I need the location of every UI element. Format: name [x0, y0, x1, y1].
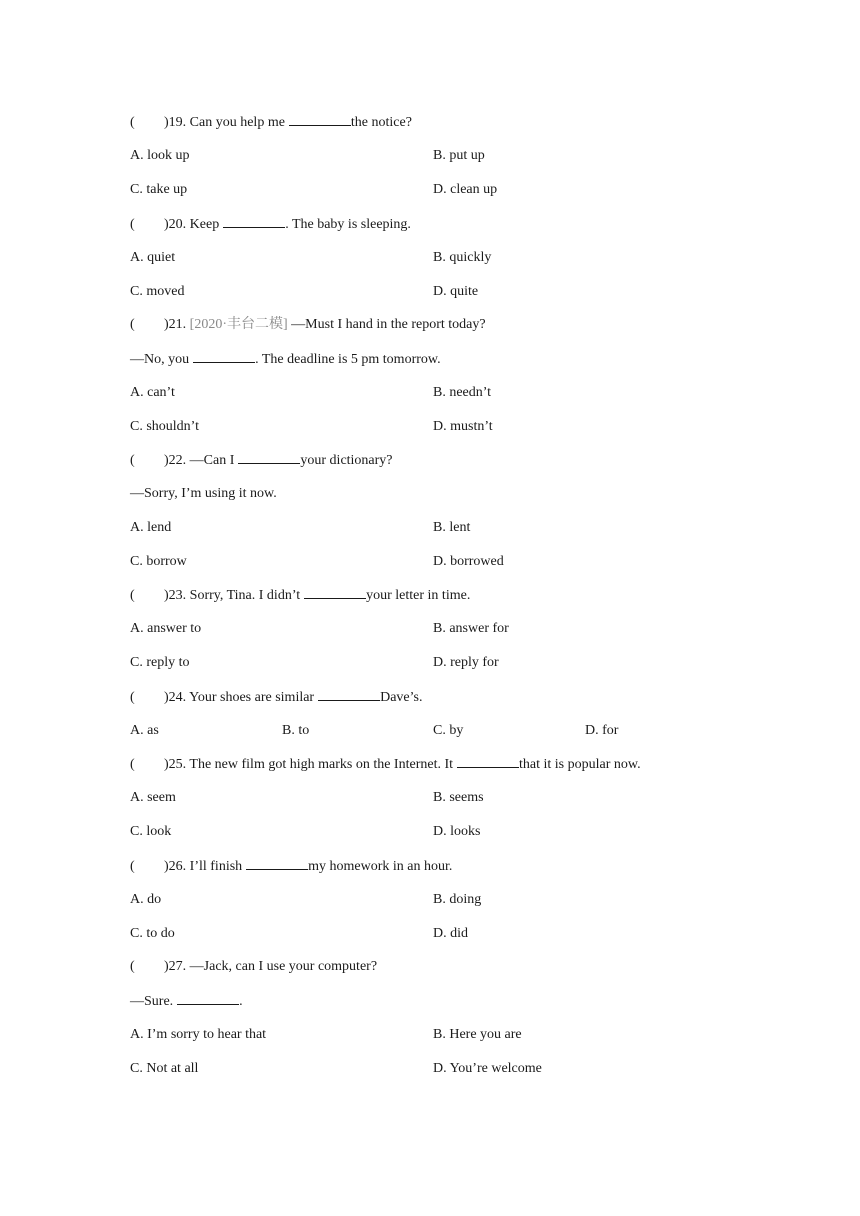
answer-paren: ( — [130, 757, 135, 772]
option-c: C. moved — [130, 284, 185, 299]
question-stem: —Must I hand in the report today? — [291, 317, 486, 332]
option-b: B. put up — [433, 148, 485, 163]
answer-paren: ( — [130, 690, 135, 705]
reply-text: —No, you — [130, 352, 190, 367]
question-19 — [130, 112, 412, 132]
option-a: A. look up — [130, 148, 190, 163]
answer-blank — [318, 687, 380, 701]
option-a: A. answer to — [130, 621, 202, 636]
option-d: D. mustn’t — [433, 419, 493, 434]
question-21-reply — [130, 349, 441, 369]
reply-text-after: . — [239, 994, 243, 1009]
answer-blank — [223, 214, 285, 228]
option-b: B. doing — [433, 892, 482, 907]
option-b: B. answer for — [433, 621, 509, 636]
question-text-after: . The baby is sleeping. — [285, 217, 411, 232]
source-tag: [2020·丰台二模] — [189, 317, 288, 332]
option-b: B. seems — [433, 790, 484, 805]
question-text-after: your letter in time. — [366, 588, 471, 603]
option-a: A. can’t — [130, 385, 175, 400]
question-20 — [130, 214, 411, 234]
option-a: A. lend — [130, 520, 172, 535]
answer-blank — [193, 349, 255, 363]
option-d: D. quite — [433, 284, 479, 299]
question-text: )24. Your shoes are similar — [164, 690, 315, 705]
question-text-after: your dictionary? — [300, 453, 393, 468]
answer-blank — [246, 856, 308, 870]
option-b: B. quickly — [433, 250, 492, 265]
answer-blank — [304, 585, 366, 599]
question-text: )19. Can you help me — [164, 115, 285, 130]
question-22 — [130, 450, 393, 470]
question-25 — [130, 754, 641, 774]
question-text: )20. Keep — [164, 217, 220, 232]
question-24 — [130, 687, 423, 707]
answer-paren: ( — [130, 453, 135, 468]
option-a: A. do — [130, 892, 162, 907]
question-text-after: my homework in an hour. — [308, 859, 453, 874]
option-b: B. to — [282, 723, 310, 738]
question-text-after: that it is popular now. — [519, 757, 641, 772]
option-a: A. as — [130, 723, 159, 738]
question-27 — [130, 957, 377, 977]
answer-blank — [177, 991, 239, 1005]
option-c: C. shouldn’t — [130, 419, 199, 434]
option-a: A. quiet — [130, 250, 176, 265]
question-23 — [130, 585, 470, 605]
question-21 — [130, 315, 486, 335]
option-c: C. look — [130, 824, 172, 839]
option-d: D. for — [585, 723, 619, 738]
answer-blank — [238, 450, 300, 464]
option-c: C. Not at all — [130, 1061, 199, 1076]
option-b: B. needn’t — [433, 385, 492, 400]
option-d: D. looks — [433, 824, 481, 839]
option-c: C. borrow — [130, 554, 187, 569]
option-a: A. seem — [130, 790, 176, 805]
question-text: )25. The new film got high marks on the Internet. It — [164, 757, 454, 772]
answer-paren: ( — [130, 588, 135, 603]
question-text: )22. —Can I — [164, 453, 235, 468]
question-27-reply — [130, 991, 243, 1011]
option-d: D. did — [433, 926, 468, 941]
answer-paren: ( — [130, 115, 135, 130]
option-c: C. to do — [130, 926, 175, 941]
answer-paren: ( — [130, 317, 135, 332]
option-d: D. reply for — [433, 655, 499, 670]
reply-text: —Sure. — [130, 994, 174, 1009]
option-d: D. clean up — [433, 182, 498, 197]
question-text: )26. I’ll finish — [164, 859, 243, 874]
option-c: C. take up — [130, 182, 188, 197]
question-text: )21. — [164, 317, 187, 332]
answer-paren: ( — [130, 959, 135, 974]
option-b: B. lent — [433, 520, 471, 535]
answer-paren: ( — [130, 217, 135, 232]
question-22-reply: —Sorry, I’m using it now. — [130, 486, 277, 501]
answer-blank — [457, 754, 519, 768]
question-text: )23. Sorry, Tina. I didn’t — [164, 588, 301, 603]
reply-text-after: . The deadline is 5 pm tomorrow. — [255, 352, 441, 367]
option-d: D. You’re welcome — [433, 1061, 542, 1076]
question-text-after: Dave’s. — [380, 690, 423, 705]
answer-paren: ( — [130, 859, 135, 874]
option-d: D. borrowed — [433, 554, 504, 569]
question-text-after: the notice? — [350, 115, 412, 130]
option-b: B. Here you are — [433, 1027, 522, 1042]
option-a: A. I’m sorry to hear that — [130, 1027, 267, 1042]
question-26 — [130, 856, 452, 876]
option-c: C. reply to — [130, 655, 190, 670]
question-text: )27. —Jack, can I use your computer? — [164, 959, 378, 974]
answer-blank — [289, 112, 351, 126]
option-c: C. by — [433, 723, 464, 738]
